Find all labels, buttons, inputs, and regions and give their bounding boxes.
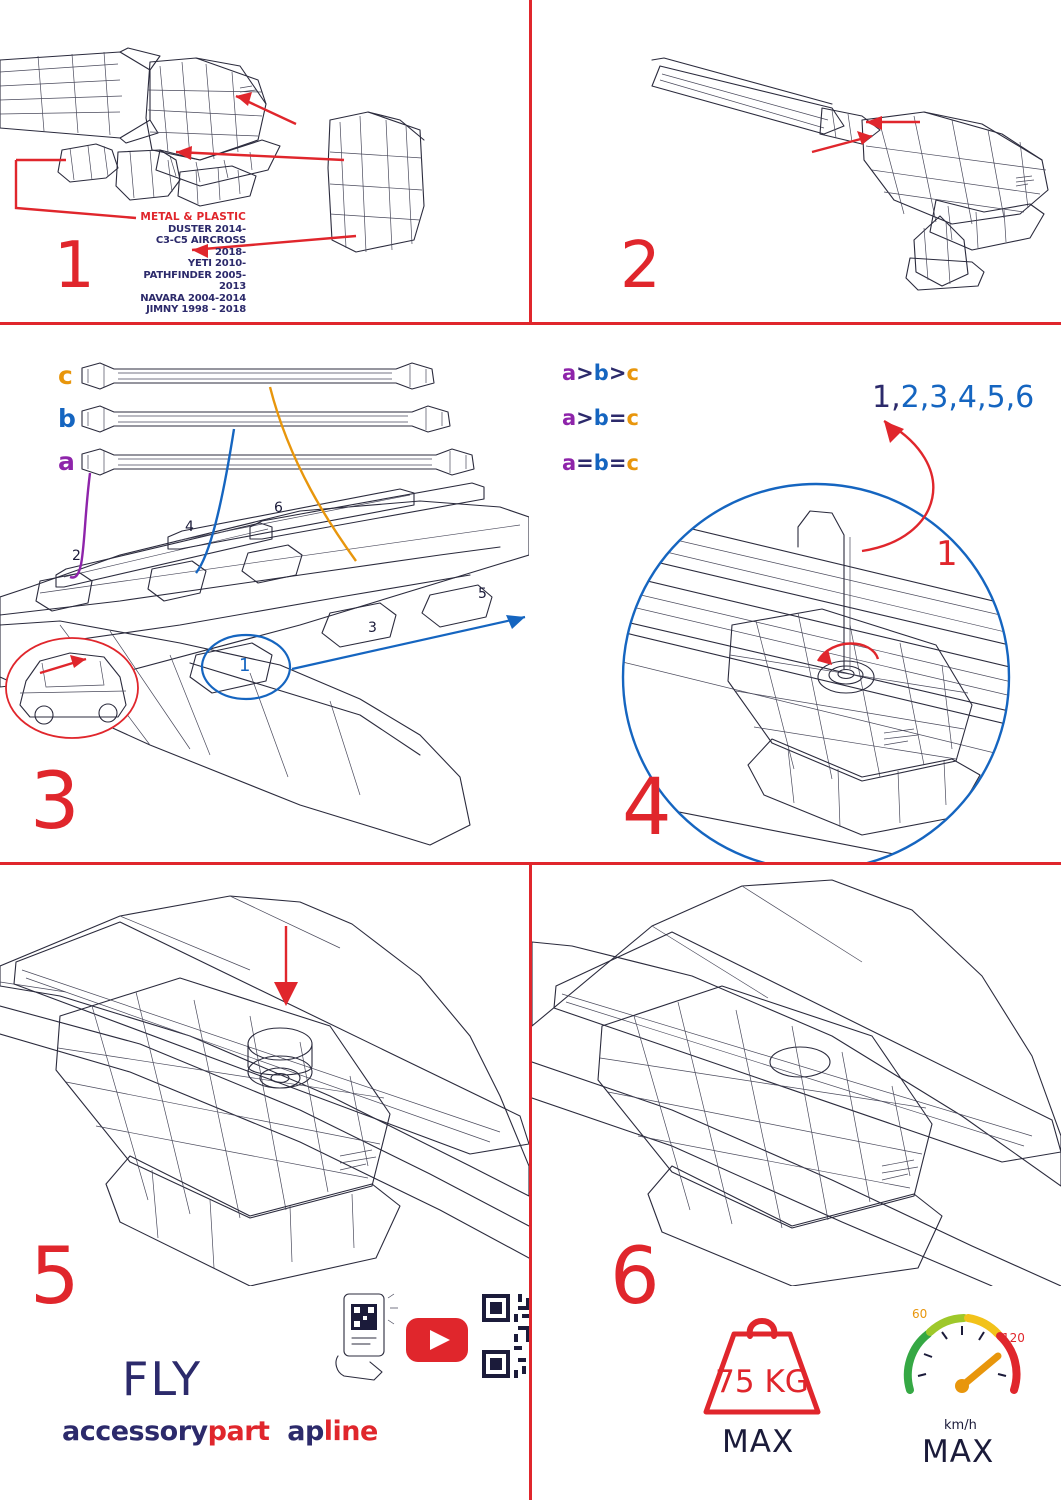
step-5-illustration (0, 866, 529, 1286)
step-3-illustration (0, 325, 529, 862)
step-number-6: 6 (610, 1232, 658, 1322)
gauge-tick-max: 120 (1002, 1331, 1025, 1345)
panel-step-5 (0, 866, 529, 1500)
callout-2: 2 (72, 548, 81, 564)
brand-line: line (323, 1416, 378, 1447)
equation-1: a>b>c (562, 361, 639, 385)
bar-label-a: a (58, 447, 75, 476)
equation-2: a>b=c (562, 406, 639, 430)
panel-step-2 (532, 0, 1061, 322)
brand-ap: ap (287, 1416, 324, 1447)
step-number-1: 1 (54, 229, 93, 303)
speed-max-label: MAX (922, 1434, 995, 1470)
callout-3: 3 (368, 620, 377, 636)
step-number-5: 5 (30, 1232, 78, 1322)
gauge-tick-min: 60 (912, 1307, 928, 1321)
compatibility-item-2: YETI 2010- (187, 258, 246, 269)
weight-max-label: MAX (722, 1424, 795, 1460)
compatibility-item-4: NAVARA 2004-2014 (140, 292, 246, 304)
compatibility-list (130, 212, 246, 316)
panel-step-6 (532, 866, 1061, 1500)
compatibility-item-0: DUSTER 2014- (167, 223, 246, 235)
callout-1: 1 (239, 655, 251, 676)
brand-accessory: accessory (62, 1416, 208, 1447)
turn-count-label: 1 (936, 534, 958, 574)
panel-step-1 (0, 0, 529, 322)
bar-label-b: b (58, 404, 76, 433)
step-2-illustration (532, 0, 1061, 322)
panel-step-3 (0, 325, 529, 862)
equation-3: a=b=c (562, 451, 639, 475)
tighten-sequence-label: 1,2,3,4,5,6 (872, 380, 1035, 415)
fly-wordmark: FLY (122, 1352, 203, 1406)
brand-wordmark (62, 1416, 378, 1447)
max-weight-icon (698, 1308, 826, 1418)
speed-unit-label: km/h (944, 1418, 977, 1433)
callout-5: 5 (478, 586, 487, 602)
step-6-illustration (532, 866, 1061, 1286)
compatibility-item-1: C3-C5 AIRCROSS 2018- (155, 235, 246, 258)
step-number-2: 2 (620, 229, 659, 303)
bar-label-c: c (58, 361, 73, 390)
compatibility-item-5: JIMNY 1998 - 2018 (146, 304, 246, 315)
callout-6: 6 (274, 500, 283, 516)
compatibility-item-3: PATHFINDER 2005-2013 (143, 269, 246, 292)
youtube-icon[interactable] (406, 1318, 468, 1362)
phone-scan-icon (330, 1292, 398, 1382)
step-number-4: 4 (622, 763, 670, 853)
callout-4: 4 (185, 519, 194, 535)
brand-part: part (207, 1416, 270, 1447)
weight-value-text: 75 KG (715, 1364, 809, 1400)
max-speed-icon (894, 1298, 1028, 1420)
step-number-3: 3 (30, 757, 78, 847)
panel-step-4 (532, 325, 1061, 862)
qr-code-icon (482, 1294, 529, 1378)
compatibility-title: METAL & PLASTIC (140, 211, 246, 223)
